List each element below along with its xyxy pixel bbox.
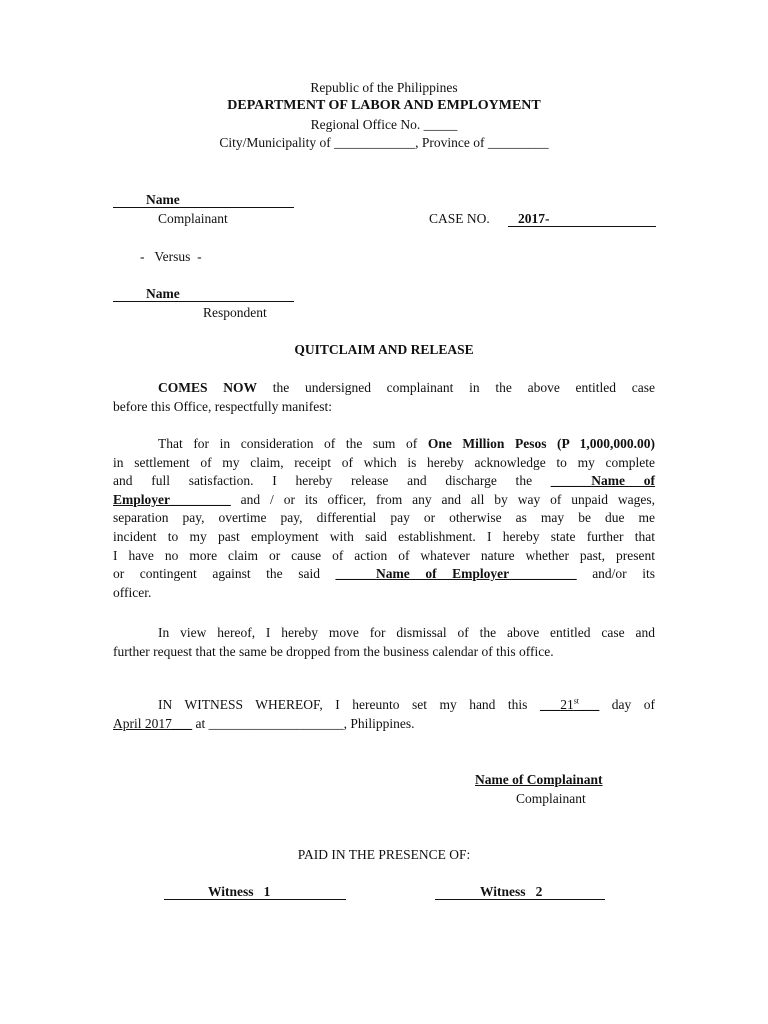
paragraph-witness-whereof <box>113 696 655 733</box>
para2-line3-prefix: and full satisfaction. I hereby release and discharge the <box>113 473 533 489</box>
regional-office-line: Regional Office No. _____ <box>310 117 458 132</box>
para2-line1-prefix: That for in consideration of the sum of <box>158 436 418 451</box>
para1-line1: the undersigned complainant in the above entitled case <box>272 380 655 395</box>
paragraph-dismissal <box>113 624 655 661</box>
day-value: 21 <box>560 697 574 712</box>
employer-name-full: Name of Employer <box>376 566 510 582</box>
comes-now-lead: COMES NOW <box>158 380 257 395</box>
para2-line5: separation pay, overtime pay, differential pay or otherwise as may be due me <box>113 510 655 526</box>
witness-2-name: Witness 2 <box>480 884 543 899</box>
case-number-value: 2017- <box>518 211 550 226</box>
respondent-label: Respondent <box>203 305 267 320</box>
amount-text: One Million Pesos (P 1,000,000.00) <box>427 436 655 451</box>
place-blank: ____________________ <box>208 715 344 731</box>
para3-line1: In view hereof, I hereby move for dismissal of the above entitled case and <box>158 625 655 640</box>
case-number-label: CASE NO. <box>429 211 490 226</box>
case-number-underline <box>508 226 656 227</box>
para2-line8-suffix: and/or its <box>592 566 655 582</box>
witness-2-underline <box>435 899 605 900</box>
para3-line2: further request that the same be dropped from the business calendar of this office. <box>113 643 554 659</box>
paragraph-comes-now <box>113 379 655 416</box>
employer-name-block-3: ______Name of Employer__________ <box>335 566 577 582</box>
witness-clause-prefix: IN WITNESS WHEREOF, I hereunto set my hand this <box>158 697 528 712</box>
witness-clause-suffix: day of <box>611 697 656 712</box>
respondent-name-underline <box>113 301 294 302</box>
para2-line2: in settlement of my claim, receipt of which is hereby acknowledge to my complete <box>113 454 655 470</box>
complainant-signature-name: Name of Complainant <box>475 772 603 787</box>
employer-name-part2: Employer <box>113 491 170 507</box>
employer-name-part1: Name of <box>591 473 656 489</box>
para2-line8-prefix: or contingent against the said <box>113 566 320 582</box>
department-title: DEPARTMENT OF LABOR AND EMPLOYMENT <box>227 98 541 113</box>
employer-name-block-2: Employer_________ <box>113 491 231 507</box>
complainant-signature-label: Complainant <box>516 791 586 806</box>
day-suffix: st <box>573 696 580 706</box>
day-field: ___21st___ <box>539 696 600 712</box>
para1-line2: before this Office, respectfully manifest: <box>113 398 333 414</box>
versus-label: - Versus - <box>140 249 202 264</box>
respondent-name: Name <box>146 286 180 301</box>
presence-label: PAID IN THE PRESENCE OF: <box>297 847 471 862</box>
para2-line4-suffix: and / or its officer, from any and all by way of unpaid wages, <box>240 491 655 507</box>
complainant-name: Name <box>146 192 180 207</box>
paragraph-consideration <box>113 435 655 602</box>
month-year-field: April 2017___ <box>113 715 193 731</box>
place-suffix: , Philippines. <box>343 715 415 731</box>
month-year-value: April 2017 <box>113 715 172 731</box>
witness-1-underline <box>164 899 346 900</box>
employer-name-block-1: ______Name of <box>550 473 656 489</box>
para2-line7: I have no more claim or cause of action of whatever nature whether past, present <box>113 547 655 563</box>
complainant-name-underline <box>113 207 294 208</box>
complainant-label: Complainant <box>158 211 228 226</box>
document-title: QUITCLAIM AND RELEASE <box>294 342 474 357</box>
witness-1-name: Witness 1 <box>208 884 271 899</box>
city-province-line: City/Municipality of ____________, Province of _________ <box>219 135 549 150</box>
republic-line: Republic of the Philippines <box>310 80 458 95</box>
at-label: at <box>195 715 206 731</box>
para2-line6: incident to my past employment with said establishment. I hereby state further that <box>113 528 655 544</box>
para2-line9: officer. <box>113 584 152 600</box>
